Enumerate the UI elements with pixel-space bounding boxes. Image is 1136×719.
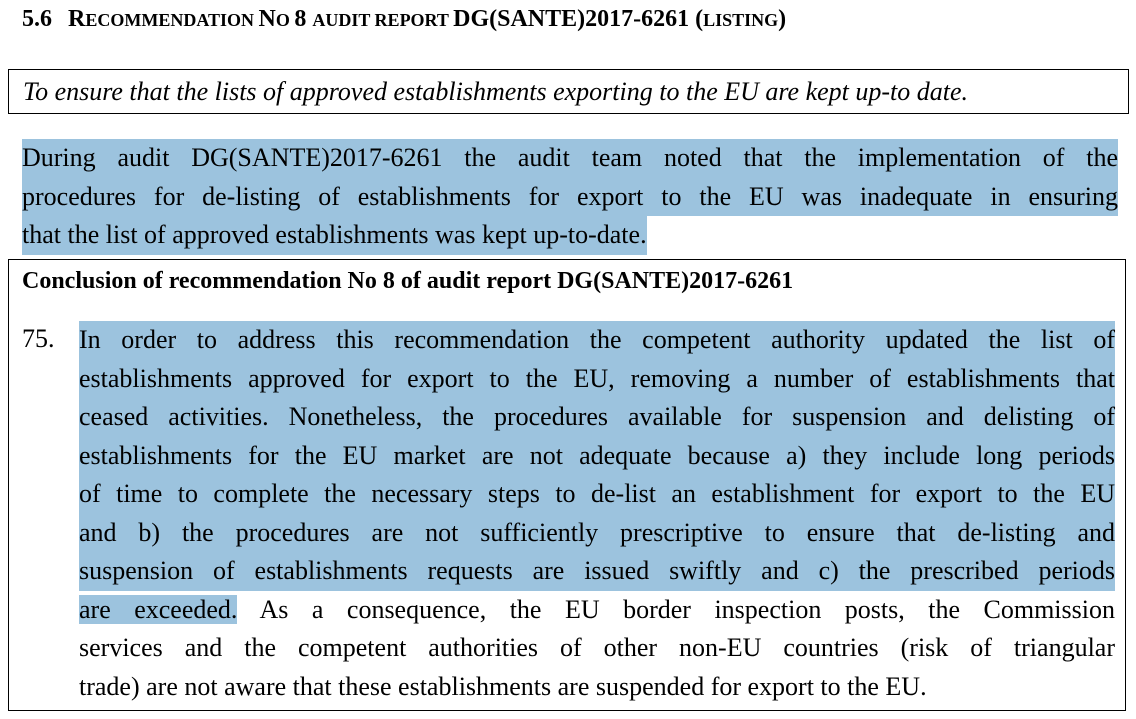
- section-heading: [22, 6, 786, 33]
- paragraph-line: establishments approved for export to the EU, removing a number of establishments that: [79, 360, 1115, 399]
- paragraph-line: trade) are not aware that these establishments are suspended for export to the EU.: [79, 671, 927, 701]
- paragraph-line: of time to complete the necessary steps to de-list an establishment for export to the EU: [79, 475, 1115, 514]
- conclusion-box: [8, 259, 1126, 711]
- paragraph-line: In order to address this recommendation the competent authority updated the list of: [79, 321, 1115, 360]
- section-title: RECOMMENDATION NO 8 AUDIT REPORT DG(SANTE)2017-6261 (LISTING): [68, 6, 787, 32]
- conclusion-title: Conclusion of recommendation No 8 of audit report DG(SANTE)2017-6261: [22, 268, 794, 294]
- intro-line: procedures for de-listing of establishments for export to the EU was inadequate in ensuring: [22, 178, 1118, 217]
- paragraph-line: establishments for the EU market are not adequate because a) they include long periods: [79, 437, 1115, 476]
- intro-paragraph: [22, 139, 1118, 255]
- paragraph-line: suspension of establishments requests are issued swiftly and c) the prescribed periods: [79, 552, 1115, 591]
- section-number: 5.6: [22, 6, 52, 32]
- paragraph-line: ceased activities. Nonetheless, the procedures available for suspension and delisting of: [79, 398, 1115, 437]
- paragraph-line: services and the competent authorities of other non-EU countries (risk of triangular: [79, 633, 1115, 662]
- paragraph-line: and b) the procedures are not sufficiently prescriptive to ensure that de-listing and: [79, 514, 1115, 553]
- recommendation-box: [8, 69, 1129, 114]
- conclusion-paragraph: [79, 321, 1115, 706]
- paragraph-number: 75.: [22, 324, 55, 353]
- line-remainder: As a consequence, the EU border inspection posts, the Commission: [237, 594, 1115, 624]
- recommendation-text: To ensure that the lists of approved establishments exporting to the EU are kept up-to date.: [23, 77, 969, 106]
- intro-line: During audit DG(SANTE)2017-6261 the audit team noted that the implementation of the: [22, 139, 1118, 178]
- intro-line: that the list of approved establishments was kept up-to-date.: [22, 216, 647, 255]
- highlighted-phrase: are exceeded.: [79, 594, 238, 624]
- paragraph-line: [79, 591, 1115, 630]
